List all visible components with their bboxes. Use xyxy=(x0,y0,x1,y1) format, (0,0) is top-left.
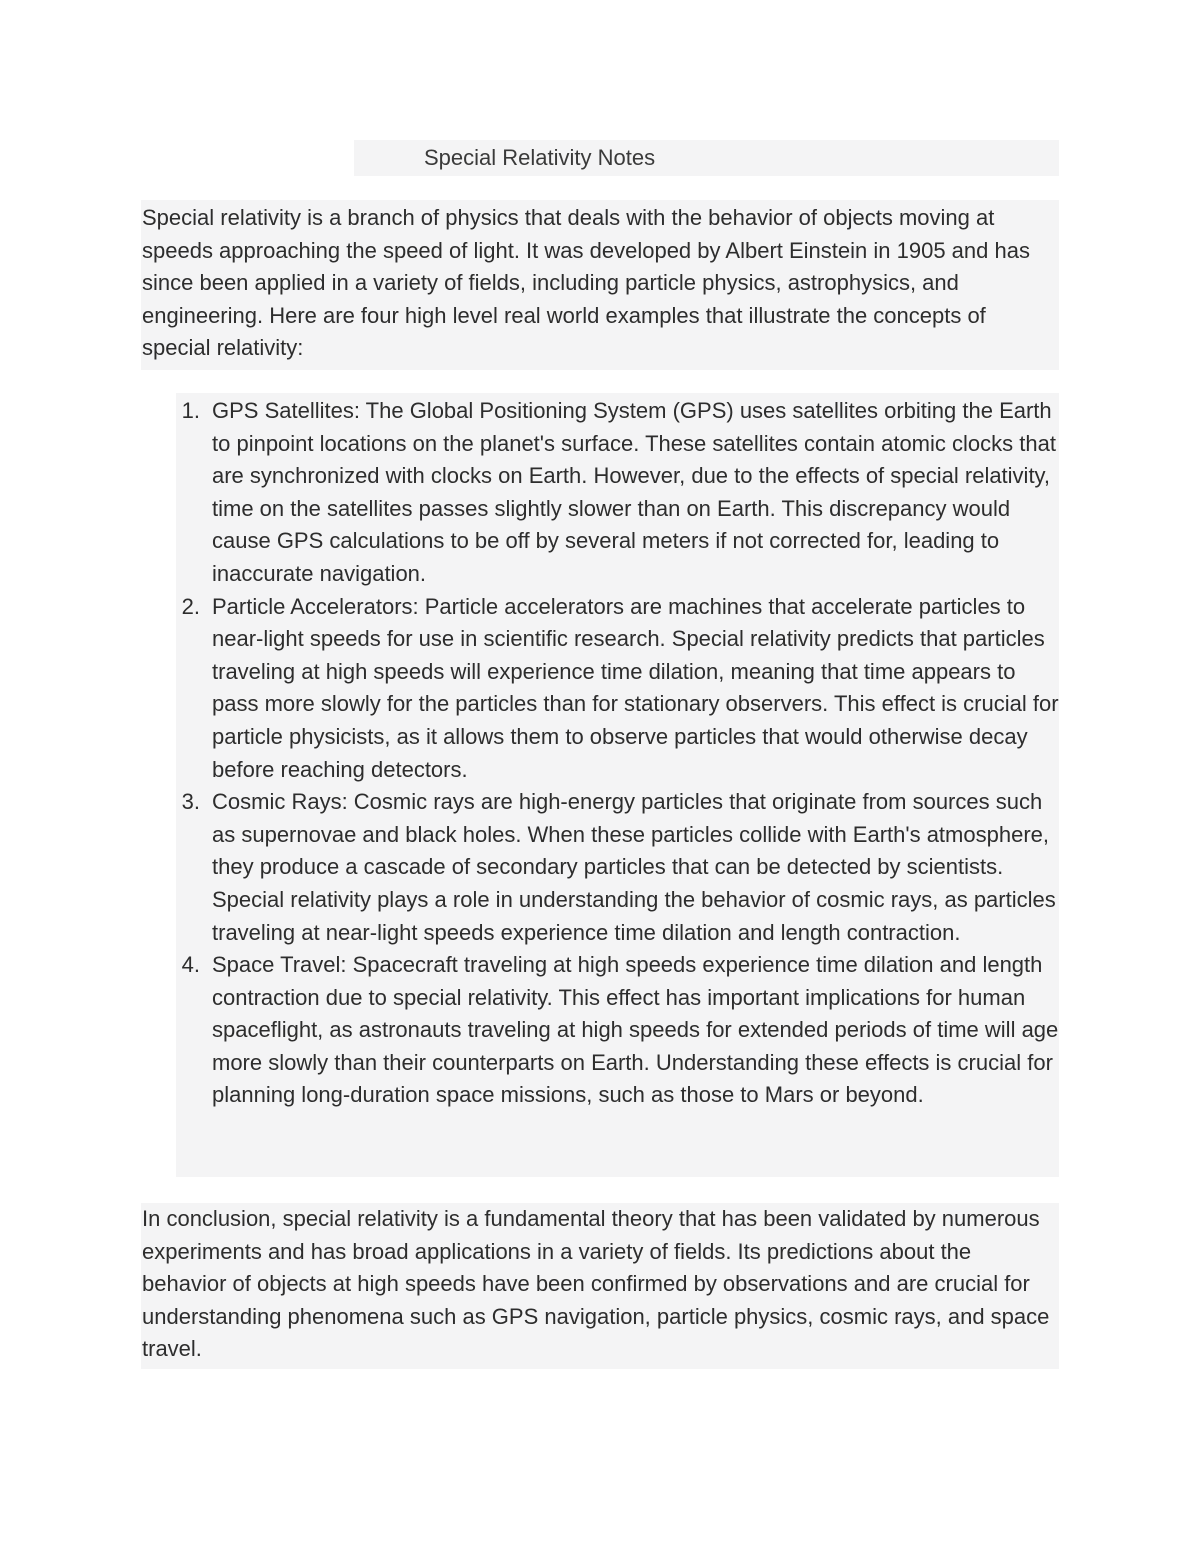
list-item-text: Space Travel: Spacecraft traveling at high speeds experience time dilation and length contraction due to special relativity. This effect has important implications for human spaceflight, as astronauts traveling at high speeds for extended periods of time will age more slowly than their counterparts on Earth. Understanding these effects is crucial for planning long-duration space missions, such as those to Mars or beyond. xyxy=(212,952,1059,1108)
list-item xyxy=(176,395,1059,591)
list-item xyxy=(176,591,1059,787)
list-item-number: 4. xyxy=(181,952,200,978)
conclusion-paragraph: In conclusion, special relativity is a fundamental theory that has been validated by numerous experiments and has broad applications in a variety of fields. Its predictions about the behavior of objects at high speeds have been confirmed by observations and are crucial for understanding phenomena such as GPS navigation, particle physics, cosmic rays, and space travel. xyxy=(142,1206,1050,1362)
list-item-text: Particle Accelerators: Particle accelerators are machines that accelerate particles to near-light speeds for use in scientific research. Special relativity predicts that particles traveling at high speeds will experience time dilation, meaning that time appears to pass more slowly for the particles than for stationary observers. This effect is crucial for particle physicists, as it allows them to observe particles that would otherwise decay before reaching detectors. xyxy=(212,593,1059,782)
list-item-text: GPS Satellites: The Global Positioning System (GPS) uses satellites orbiting the Earth to pinpoint locations on the planet's surface. These satellites contain atomic clocks that are synchronized with clocks on Earth. However, due to the effects of special relativity, time on the satellites passes slightly slower than on Earth. This discrepancy would cause GPS calculations to be off by several meters if not corrected for, leading to inaccurate navigation. xyxy=(212,398,1056,586)
list-item xyxy=(176,949,1059,1112)
list-item-number: 2. xyxy=(181,593,200,619)
conclusion-block xyxy=(141,1203,1059,1369)
title-highlight xyxy=(354,140,1059,176)
examples-list xyxy=(176,395,1059,1112)
list-item-number: 1. xyxy=(181,398,200,423)
examples-block xyxy=(176,393,1059,1177)
list-item xyxy=(176,786,1059,949)
page-title: Special Relativity Notes xyxy=(424,145,656,170)
intro-paragraph: Special relativity is a branch of physics that deals with the behavior of objects moving at speeds approaching the speed of light. It was developed by Albert Einstein in 1905 and has since been applied in a variety of fields, including particle physics, astrophysics, and engineering. Here are four high level real world examples that illustrate the concepts of special relativity: xyxy=(142,205,1030,361)
intro-block xyxy=(141,200,1059,370)
list-item-text: Cosmic Rays: Cosmic rays are high-energy particles that originate from sources such as supernovae and black holes. When these particles collide with Earth's atmosphere, they produce a cascade of secondary particles that can be detected by scientists. Special relativity plays a role in understanding the behavior of cosmic rays, as particles traveling at near-light speeds experience time dilation and length contraction. xyxy=(212,789,1056,945)
list-item-number: 3. xyxy=(181,789,200,815)
